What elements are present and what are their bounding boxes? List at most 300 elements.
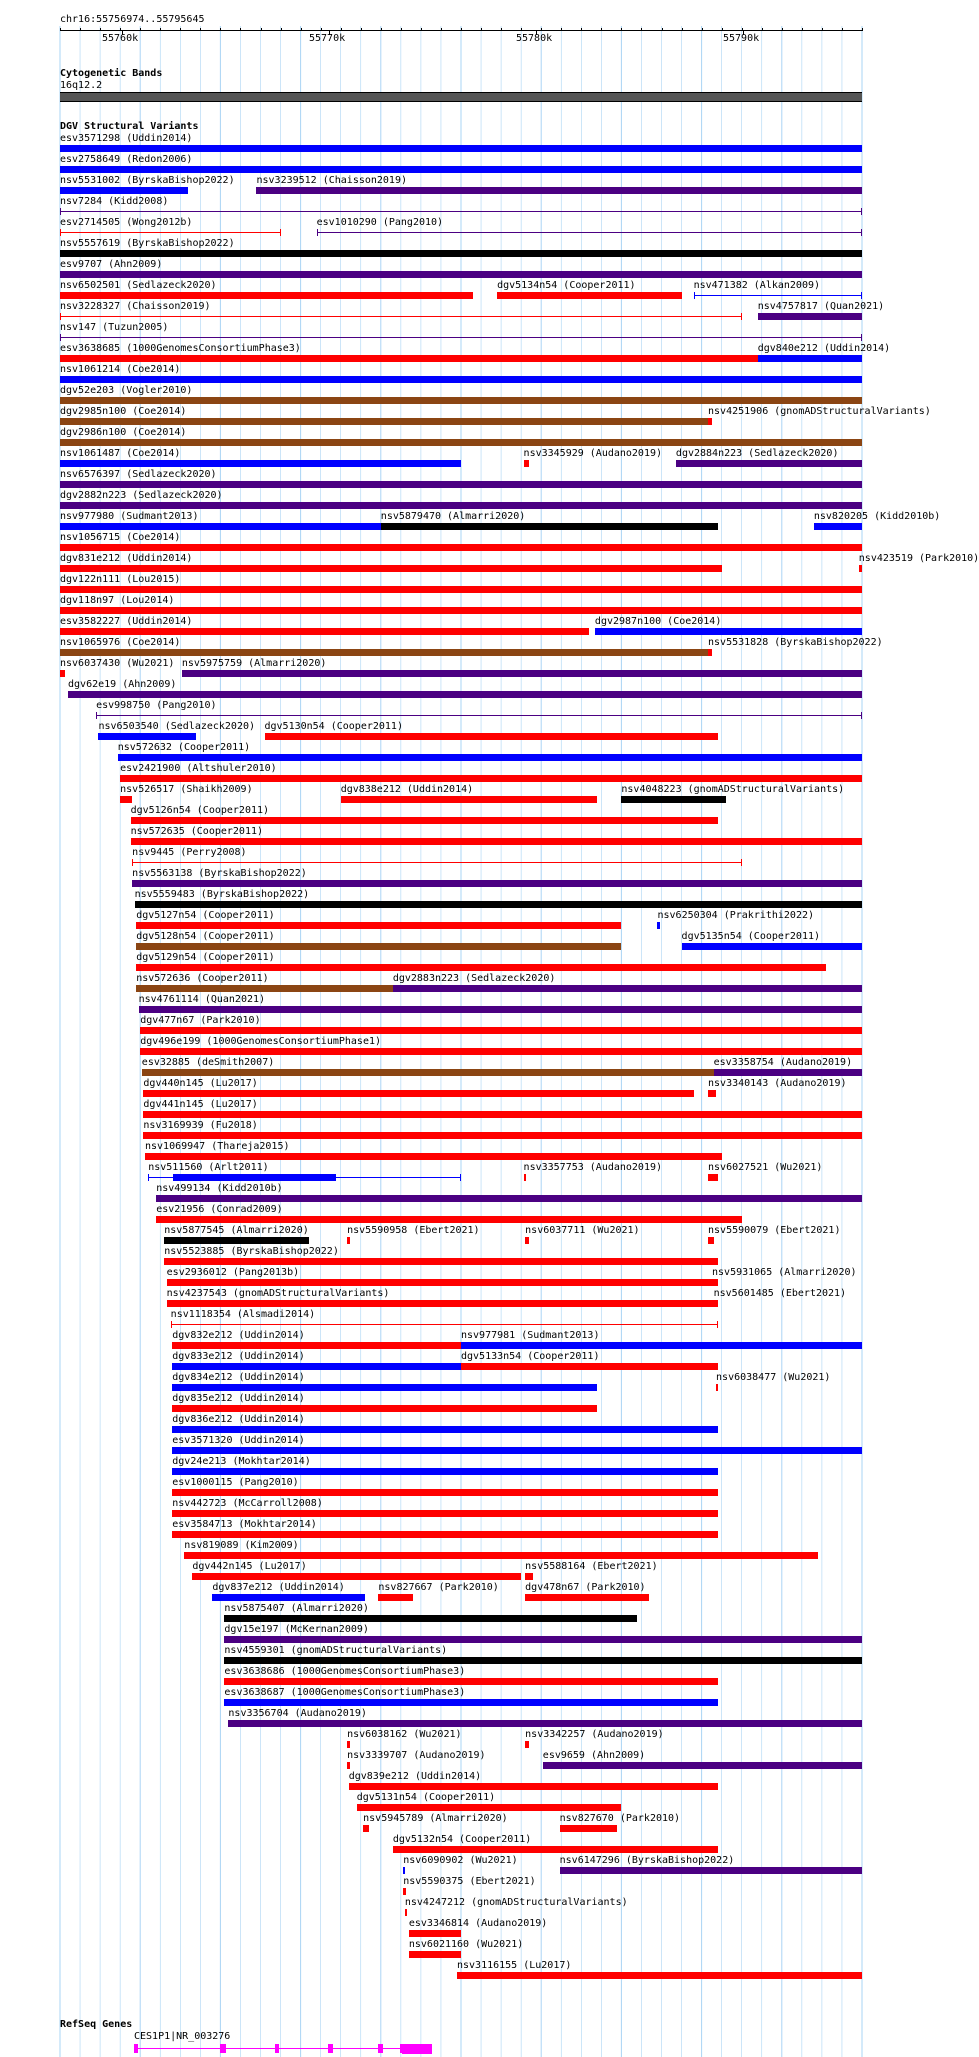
variant-label: dgv838e212 (Uddin2014) [340,784,474,795]
variant-label: nsv6037711 (Wu2021) [525,1225,640,1236]
variant-bar[interactable] [164,1258,717,1265]
variant-bar[interactable] [60,544,862,551]
variant-label: esv998750 (Pang2010) [96,700,217,711]
variant-bar[interactable] [120,775,862,782]
variant-bar[interactable] [132,880,862,887]
variant-label: dgv52e203 (Vogler2010) [60,385,193,396]
variant-bar[interactable] [60,607,862,614]
variant-label: nsv5557619 (ByrskaBishop2022) [60,238,235,249]
variant-label: dgv24e213 (Mokhtar2014) [172,1456,311,1467]
variant-label: esv1000115 (Pang2010) [172,1477,299,1488]
variant-cap [460,1174,461,1181]
variant-label: nsv3342257 (Audano2019) [525,1729,664,1740]
variant-label: dgv839e212 (Uddin2014) [348,1771,482,1782]
variant-label: esv3638686 (1000GenomesConsortiumPhase3) [224,1666,466,1677]
ruler-minor-tick [742,28,743,31]
gene-exon[interactable] [275,2044,279,2053]
variant-bar[interactable] [714,1069,862,1076]
variant-label: dgv832e212 (Uddin2014) [172,1330,305,1341]
ruler-minor-tick [481,28,482,31]
variant-bar[interactable] [525,1573,533,1580]
variant-bar[interactable] [224,1615,637,1622]
variant-bar[interactable] [60,397,862,404]
variant-label: nsv1118354 (Alsmadi2014) [170,1309,316,1320]
ruler-minor-tick [60,28,61,31]
variant-label: nsv572635 (Cooper2011) [130,826,264,837]
variant-label: esv21956 (Conrad2009) [156,1204,283,1215]
variant-label: nsv4559301 (gnomADStructuralVariants) [224,1645,448,1656]
variant-bar[interactable] [708,418,712,425]
variant-label: esv3582227 (Uddin2014) [60,616,193,627]
ruler-minor-tick [802,28,803,31]
position-label: chr16:55756974..55795645 [60,14,205,25]
variant-bar[interactable] [131,838,862,845]
variant-label: nsv7284 (Kidd2008) [60,196,169,207]
ruler-minor-tick [200,28,201,31]
variant-label: dgv62e19 (Ahn2009) [68,679,177,690]
variant-bar[interactable] [349,1783,718,1790]
variant-label: esv3638685 (1000GenomesConsortiumPhase3) [60,343,301,354]
variant-bar[interactable] [560,1825,618,1832]
gene-exon[interactable] [378,2044,383,2053]
variant-bar[interactable] [859,565,862,572]
variant-label: nsv3239512 (Chaisson2019) [256,175,407,186]
variant-bar[interactable] [68,691,862,698]
ruler-minor-tick [722,28,723,31]
variant-bar[interactable] [525,1237,529,1244]
variant-bar[interactable] [60,250,862,257]
ruler-minor-tick [321,28,322,31]
variant-bar[interactable] [758,355,862,362]
variant-cap [861,712,862,719]
variant-label: nsv3339707 (Audano2019) [347,1750,486,1761]
variant-label: dgv837e212 (Uddin2014) [212,1582,345,1593]
ruler-minor-tick [381,28,382,31]
variant-bar[interactable] [60,166,862,173]
variant-bar[interactable] [657,922,659,929]
variant-cap [861,208,862,215]
variant-bar[interactable] [60,271,862,278]
variant-label: dgv441n145 (Lu2017) [143,1099,258,1110]
ruler-minor-tick [762,28,763,31]
variant-cap [280,229,281,236]
variant-bar[interactable] [708,1237,714,1244]
variant-cap [171,1321,172,1328]
variant-bar[interactable] [347,1741,350,1748]
variant-cap [148,1174,149,1181]
variant-cap [60,313,61,320]
variant-bar[interactable] [224,1657,862,1664]
variant-bar[interactable] [172,1531,717,1538]
variant-label: nsv3340143 (Audano2019) [708,1078,847,1089]
variant-bar[interactable] [524,460,530,467]
ruler-tick-label: 55780k [516,33,553,44]
variant-label: dgv5133n54 (Cooper2011) [461,1351,600,1362]
variant-bar[interactable] [60,502,862,509]
gene-intron-line[interactable] [134,2048,432,2049]
ruler-minor-tick [641,28,642,31]
variant-label: dgv836e212 (Uddin2014) [172,1414,305,1425]
variant-label: nsv5601485 (Ebert2021) [713,1288,847,1299]
variant-bar[interactable] [708,1174,718,1181]
variant-label: dgv496e199 (1000GenomesConsortiumPhase1) [140,1036,382,1047]
variant-label: nsv499134 (Kidd2010b) [156,1183,283,1194]
variant-bar[interactable] [60,670,65,677]
variant-bar[interactable] [347,1237,350,1244]
variant-label: nsv423519 (Park2010) [858,553,979,564]
variant-bar[interactable] [140,1027,862,1034]
variant-label: nsv1065976 (Coe2014) [60,637,181,648]
variant-bar[interactable] [136,964,826,971]
ruler-minor-tick [461,28,462,31]
variant-label: esv2936012 (Pang2013b) [166,1267,300,1278]
variant-bar[interactable] [98,733,196,740]
variant-bar[interactable] [814,523,862,530]
variant-bar[interactable] [118,754,862,761]
variant-bar[interactable] [621,796,725,803]
variant-cap [694,292,695,299]
variant-label: dgv5134n54 (Cooper2011) [497,280,636,291]
ruler-minor-tick [501,28,502,31]
ruler-tick-label: 55790k [723,33,760,44]
variant-bar[interactable] [457,1972,862,1979]
ruler-minor-tick [782,28,783,31]
variant-bar[interactable] [60,649,710,656]
variant-label: nsv5945789 (Almarri2020) [363,1813,508,1824]
variant-bar[interactable] [405,1909,407,1916]
variant-bar[interactable] [172,1510,717,1517]
variant-label: nsv5879470 (Almarri2020) [380,511,526,522]
variant-bar[interactable] [393,1846,718,1853]
variant-bar[interactable] [60,628,589,635]
variant-bar[interactable] [708,1090,716,1097]
variant-bar[interactable] [224,1636,862,1643]
variant-bar[interactable] [497,292,681,299]
variant-bar[interactable] [347,1762,350,1769]
variant-bar[interactable] [224,1699,717,1706]
variant-label: dgv5130n54 (Cooper2011) [264,721,403,732]
variant-bar[interactable] [363,1825,369,1832]
variant-label: nsv471382 (Alkan2009) [693,280,821,291]
variant-cap [132,859,133,866]
variant-bar[interactable] [131,817,718,824]
variant-cap [717,1321,718,1328]
variant-bar[interactable] [136,922,621,929]
variant-label: nsv4757817 (Quan2021) [757,301,885,312]
variant-label: dgv834e212 (Uddin2014) [172,1372,305,1383]
variant-bar[interactable] [461,1342,862,1349]
gene-exon[interactable] [328,2044,333,2053]
variant-bar[interactable] [409,1930,461,1937]
variant-label: dgv5127n54 (Cooper2011) [136,910,275,921]
gene-exon[interactable] [134,2044,138,2053]
variant-cap [96,712,97,719]
variant-label: dgv840e212 (Uddin2014) [757,343,891,354]
variant-bar[interactable] [60,376,862,383]
variant-label: dgv478n67 (Park2010) [525,1582,646,1593]
variant-bar[interactable] [172,1405,597,1412]
variant-bar[interactable] [60,586,862,593]
variant-bar[interactable] [524,1174,526,1181]
variant-bar[interactable] [156,1216,741,1223]
variant-bar[interactable] [714,1300,718,1307]
ruler-minor-tick [662,28,663,31]
variant-bar[interactable] [525,1594,649,1601]
variant-bar[interactable] [357,1804,622,1811]
variant-bar[interactable] [224,1678,717,1685]
variant-label: dgv2882n223 (Sedlazeck2020) [60,490,223,501]
variant-bar[interactable] [173,1174,336,1181]
variant-bar[interactable] [60,145,862,152]
variant-bar[interactable] [143,1090,693,1097]
variant-label: dgv118n97 (Lou2014) [60,595,175,606]
variant-label: nsv3357753 (Audano2019) [523,1162,663,1173]
variant-bar[interactable] [409,1951,461,1958]
variant-cap [741,859,742,866]
variant-bar[interactable] [120,796,132,803]
variant-label: esv3638687 (1000GenomesConsortiumPhase3) [224,1687,466,1698]
variant-label: nsv5975759 (Almarri2020) [181,658,327,669]
variant-bar[interactable] [172,1342,461,1349]
variant-label: nsv827667 (Park2010) [378,1582,499,1593]
variant-bar[interactable] [265,733,718,740]
variant-label: dgv5128n54 (Cooper2011) [136,931,275,942]
variant-line[interactable] [171,1324,718,1325]
variant-label: esv2714505 (Wong2012b) [60,217,193,228]
variant-label: nsv4048223 (gnomADStructuralVariants) [621,784,845,795]
variant-line[interactable] [317,232,862,233]
variant-label: esv9659 (Ahn2009) [542,1750,646,1761]
variant-line[interactable] [60,232,281,233]
variant-label: nsv6576397 (Sedlazeck2020) [60,469,217,480]
variant-bar[interactable] [192,1573,521,1580]
variant-line[interactable] [694,295,862,296]
variant-bar[interactable] [135,901,862,908]
variant-bar[interactable] [676,460,862,467]
variant-bar[interactable] [525,1741,529,1748]
variant-label: nsv5590958 (Ebert2021) [347,1225,480,1236]
ruler-minor-tick [281,28,282,31]
ruler-minor-tick [441,28,442,31]
variant-bar[interactable] [595,628,862,635]
variant-label: nsv5531828 (ByrskaBishop2022) [708,637,883,648]
variant-label: nsv572636 (Cooper2011) [136,973,269,984]
variant-label: nsv6250304 (Prakrithi2022) [657,910,815,921]
variant-bar[interactable] [136,943,621,950]
variant-bar[interactable] [708,649,712,656]
variant-bar[interactable] [712,1279,718,1286]
ruler-minor-tick [160,28,161,31]
variant-line[interactable] [96,715,862,716]
variant-label: esv1010290 (Pang2010) [316,217,444,228]
variant-bar[interactable] [143,1111,862,1118]
cytoband-name: 16q12.2 [60,80,103,91]
variant-label: nsv3228327 (Chaisson2019) [60,301,211,312]
variant-label: dgv442n145 (Lu2017) [192,1561,307,1572]
variant-label: nsv3345929 (Audano2019) [523,448,663,459]
variant-bar[interactable] [60,565,722,572]
variant-bar[interactable] [682,943,862,950]
variant-bar[interactable] [60,187,188,194]
variant-bar[interactable] [136,985,393,992]
ruler-tick-label: 55770k [309,33,346,44]
gene-exon[interactable] [220,2044,226,2053]
variant-bar[interactable] [156,1195,862,1202]
variant-bar[interactable] [212,1594,364,1601]
cytoband-bar[interactable] [60,92,862,102]
variant-label: esv3358754 (Audano2019) [713,1057,853,1068]
variant-bar[interactable] [60,418,710,425]
variant-bar[interactable] [172,1468,717,1475]
variant-label: nsv1069947 (Thareja2015) [145,1141,290,1152]
variant-bar[interactable] [60,460,461,467]
variant-label: nsv6021160 (Wu2021) [408,1939,524,1950]
variant-label: nsv572632 (Cooper2011) [117,742,251,753]
variant-label: nsv5590079 (Ebert2021) [708,1225,841,1236]
variant-bar[interactable] [381,523,718,530]
variant-label: esv2421900 (Altshuler2010) [120,763,277,774]
variant-cap [861,292,862,299]
variant-label: nsv819089 (Kim2009) [184,1540,299,1551]
variant-bar[interactable] [172,1489,717,1496]
variant-label: nsv5588164 (Ebert2021) [525,1561,658,1572]
variant-bar[interactable] [393,985,862,992]
variant-bar[interactable] [60,481,862,488]
variant-bar[interactable] [172,1384,597,1391]
variant-bar[interactable] [543,1762,862,1769]
variant-label: nsv1061487 (Coe2014) [60,448,181,459]
variant-bar[interactable] [172,1426,717,1433]
variant-label: nsv1056715 (Coe2014) [60,532,181,543]
variant-bar[interactable] [560,1867,862,1874]
variant-bar[interactable] [60,523,381,530]
variant-bar[interactable] [145,1153,722,1160]
variant-label: nsv5523885 (ByrskaBishop2022) [164,1246,339,1257]
variant-label: nsv6027521 (Wu2021) [708,1162,823,1173]
variant-line[interactable] [60,316,742,317]
variant-label: nsv6037430 (Wu2021) [60,658,175,669]
variant-bar[interactable] [184,1552,818,1559]
variant-bar[interactable] [341,796,598,803]
variant-bar[interactable] [172,1447,862,1454]
variant-label: dgv5126n54 (Cooper2011) [130,805,270,816]
variant-line[interactable] [60,211,862,212]
ruler-minor-tick [521,28,522,31]
variant-label: nsv4761114 (Quan2021) [138,994,266,1005]
variant-cap [861,229,862,236]
variant-bar[interactable] [142,1069,714,1076]
variant-bar[interactable] [378,1594,412,1601]
variant-label: nsv5563138 (ByrskaBishop2022) [132,868,307,879]
variant-bar[interactable] [60,439,862,446]
variant-bar[interactable] [140,1048,862,1055]
variant-label: dgv5132n54 (Cooper2011) [392,1834,532,1845]
ruler-minor-tick [341,28,342,31]
variant-line[interactable] [60,337,862,338]
variant-label: nsv442723 (McCarroll2008) [172,1498,323,1509]
variant-label: nsv827670 (Park2010) [559,1813,681,1824]
variant-bar[interactable] [167,1300,714,1307]
variant-bar[interactable] [143,1132,862,1139]
variant-cap [741,313,742,320]
variant-label: nsv6090902 (Wu2021) [403,1855,518,1866]
variant-label: nsv4247212 (gnomADStructuralVariants) [404,1897,628,1908]
variant-bar[interactable] [182,670,862,677]
ruler-minor-tick [822,28,823,31]
variant-label: nsv3116155 (Lu2017) [456,1960,572,1971]
variant-bar[interactable] [256,187,862,194]
variant-bar[interactable] [403,1888,406,1895]
variant-bar[interactable] [167,1279,714,1286]
ruler-minor-tick [140,28,141,31]
ruler-minor-tick [541,28,542,31]
ruler-minor-tick [120,28,121,31]
variant-line[interactable] [132,862,742,863]
variant-label: nsv4251906 (gnomADStructuralVariants) [708,406,931,417]
variant-bar[interactable] [758,313,862,320]
variant-label: esv2758649 (Redon2006) [60,154,193,165]
variant-bar[interactable] [60,355,758,362]
ruler-minor-tick [842,28,843,31]
variant-bar[interactable] [164,1237,308,1244]
variant-label: nsv1061214 (Coe2014) [60,364,181,375]
ruler-minor-tick [100,28,101,31]
variant-label: dgv5131n54 (Cooper2011) [356,1792,496,1803]
ruler-minor-tick [361,28,362,31]
ruler-minor-tick [401,28,402,31]
variant-label: dgv440n145 (Lu2017) [143,1078,258,1089]
cytoband-title: Cytogenetic Bands [60,68,163,79]
variant-label: esv3346814 (Audano2019) [408,1918,548,1929]
variant-label: esv3571320 (Uddin2014) [172,1435,305,1446]
ruler-minor-tick [581,28,582,31]
variant-bar[interactable] [403,1867,405,1874]
variant-label: nsv977981 (Sudmant2013) [461,1330,600,1341]
variant-label: nsv5875407 (Almarri2020) [224,1603,369,1614]
variant-cap [317,229,318,236]
ruler-minor-tick [180,28,181,31]
ruler-minor-tick [561,28,562,31]
variant-bar[interactable] [228,1720,862,1727]
variant-label: nsv3356704 (Audano2019) [228,1708,367,1719]
variant-label: nsv511560 (Arlt2011) [148,1162,269,1173]
variant-label: nsv6038162 (Wu2021) [347,1729,462,1740]
variant-label: nsv6502501 (Sedlazeck2020) [60,280,217,291]
variant-bar[interactable] [716,1384,718,1391]
variant-label: nsv5559483 (ByrskaBishop2022) [134,889,310,900]
variant-label: nsv6147296 (ByrskaBishop2022) [559,1855,735,1866]
ruler-minor-tick [220,28,221,31]
variant-cap [60,229,61,236]
variant-bar[interactable] [461,1363,718,1370]
variant-label: nsv977980 (Sudmant2013) [60,511,199,522]
variant-label: nsv9445 (Perry2008) [132,847,247,858]
ruler-minor-tick [80,28,81,31]
variant-label: dgv5135n54 (Cooper2011) [681,931,821,942]
variant-label: nsv820205 (Kidd2010b) [813,511,941,522]
variant-bar[interactable] [139,1006,862,1013]
ruler-minor-tick [421,28,422,31]
variant-cap [861,334,862,341]
gene-exon[interactable] [402,2044,432,2054]
ruler-minor-tick [240,28,241,31]
variant-bar[interactable] [172,1363,461,1370]
variant-label: nsv6038477 (Wu2021) [716,1372,831,1383]
variant-label: nsv147 (Tuzun2005) [60,322,169,333]
variant-bar[interactable] [60,292,473,299]
variant-label: nsv5531002 (ByrskaBishop2022) [60,175,235,186]
ruler-minor-tick [301,28,302,31]
